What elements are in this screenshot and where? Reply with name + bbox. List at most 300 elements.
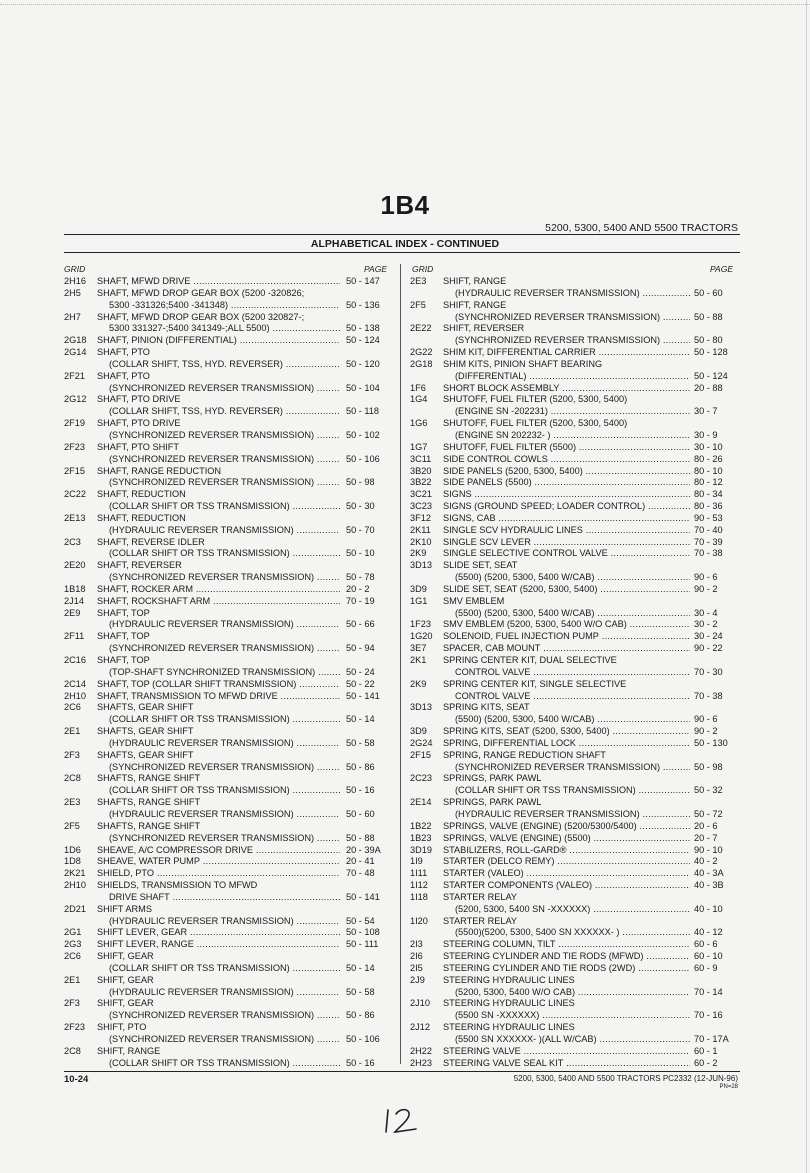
index-entry [410,691,740,703]
grid-ref: 2K21 [64,868,86,879]
index-entry [410,726,740,738]
grid-ref: 1B18 [64,583,86,594]
grid-ref: 2G18 [410,358,433,369]
index-entry [410,927,740,939]
entry-description: STARTER RELAY [443,891,518,902]
index-entry [410,359,740,371]
index-entry [410,596,740,608]
index-entry [410,323,740,335]
grid-ref: 3C11 [410,453,432,464]
entry-description: SINGLE SCV LEVER ..... [443,537,690,549]
page-ref: 50 - 58 [346,986,375,997]
index-entry [410,276,740,288]
entry-description: 5300 331327-;5400 341349-;ALL 5500) ..... [109,323,340,335]
page-ref: 50 - 120 [346,358,380,369]
index-entry [64,442,390,454]
index-entry [64,608,390,620]
grid-ref: 2F23 [64,441,85,452]
entry-description: SHIFT, PTO [97,1022,147,1033]
index-entry [64,596,390,608]
grid-ref: 1G7 [410,441,428,452]
entry-description: SLIDE SET, SEAT [443,560,518,571]
index-entry [64,335,390,347]
entry-description: STEERING HYDRAULIC LINES [443,974,575,985]
entry-description: (HYDRAULIC REVERSER TRANSMISSION) ..... [109,619,340,631]
index-entry [64,904,390,916]
index-entry [410,619,740,631]
entry-description: (SYNCHRONIZED REVERSER TRANSMISSION) ..... [109,1010,340,1022]
page-ref: 50 - 124 [694,370,728,381]
index-entry [64,845,390,857]
left-grid-heading: GRID [64,264,86,274]
grid-ref: 2H22 [410,1045,432,1056]
index-entry [410,466,740,478]
index-entry [64,821,390,833]
index-entry [410,371,740,383]
entry-description: (TOP-SHAFT SYNCHRONIZED TRANSMISSION) ..... [109,667,340,679]
entry-description: (COLLAR SHIFT, TSS, HYD. REVERSER) ..... [109,406,340,418]
entry-description: SHAFTS, GEAR SHIFT [97,726,194,737]
page-ref: 50 - 24 [346,666,375,677]
entry-description: SHAFT, PTO [97,347,150,358]
index-entry [410,335,740,347]
grid-ref: 3B22 [410,477,432,488]
index-entry [64,679,390,691]
page-ref: 50 - 104 [346,382,380,393]
page-ref: 20 - 2 [346,583,370,594]
grid-ref: 3C21 [410,489,432,500]
page-ref: 50 - 128 [694,347,728,358]
entry-description: SHORT BLOCK ASSEMBLY ..... [443,383,690,395]
grid-ref: 2C8 [64,1045,81,1056]
entry-description: SHIFT, GEAR [97,998,154,1009]
entry-description: SINGLE SELECTIVE CONTROL VALVE ..... [443,548,690,560]
grid-ref: 1D6 [64,844,81,855]
grid-ref: 3D9 [410,726,427,737]
entry-description: SPRINGS, VALVE (ENGINE) (5500) ..... [443,833,690,845]
grid-ref: 2G24 [410,737,433,748]
entry-description: SHIFT, GEAR [97,974,154,985]
grid-ref: 1I18 [410,891,428,902]
page-ref: 60 - 10 [694,951,723,962]
index-entry [64,1058,390,1070]
index-entry [410,821,740,833]
right-scan-edge [806,0,807,1173]
index-entry [410,347,740,359]
entry-description: SHUTOFF, FUEL FILTER (5500) ..... [443,442,690,454]
index-entry [64,797,390,809]
grid-ref: 2H16 [64,276,86,286]
grid-ref: 2F23 [64,1022,85,1033]
entry-description: SHAFT, REVERSER [97,560,182,571]
grid-ref: 1F23 [410,619,431,630]
entry-description: SHAFT, REVERSE IDLER [97,536,205,547]
grid-ref: 2G18 [64,335,87,346]
index-entry [64,773,390,785]
page-ref: 30 - 24 [694,631,723,642]
entry-description: (DIFFERENTIAL) ..... [455,371,690,383]
entry-description: SHAFT, PTO DRIVE [97,394,181,405]
entry-description: SIDE PANELS (5500) ..... [443,477,690,489]
index-entry [410,1022,740,1034]
grid-ref: 3D13 [410,560,432,571]
index-entry [64,1046,390,1058]
entry-description: (SYNCHRONIZED REVERSER TRANSMISSION) ..... [455,762,690,774]
entry-description: (5500)(5200, 5300, 5400 SN XXXXXX- ) ..... [455,927,690,939]
page-ref: 50 - 86 [346,1010,375,1021]
page-ref: 40 - 10 [694,903,723,914]
index-entry [410,501,740,513]
page-ref: 50 - 141 [346,891,380,902]
index-entry [64,939,390,951]
page-ref: 50 - 30 [346,501,375,512]
index-entry [64,927,390,939]
grid-ref: 2F11 [64,631,85,642]
index-entry [64,406,390,418]
index-entry [410,537,740,549]
page-ref: 50 - 16 [346,1057,375,1068]
entry-description: (5200, 5300, 5400 SN -XXXXXX) ..... [455,904,690,916]
grid-ref: 1I9 [410,856,423,867]
entry-description: SHIFT ARMS [97,903,152,914]
index-entry [410,1046,740,1058]
index-entry [410,845,740,857]
index-entry [64,1010,390,1022]
grid-ref: 2I6 [410,951,423,962]
index-entry [410,655,740,667]
entry-description: SPRING, RANGE REDUCTION SHAFT [443,749,606,760]
grid-ref: 2J14 [64,595,84,606]
header-rule [64,234,740,235]
grid-ref: 2G3 [64,939,82,950]
page-ref: 50 - 88 [346,832,375,843]
grid-ref: 2G1 [64,927,82,938]
page-ref: 30 - 2 [694,619,718,630]
grid-ref: 2C6 [64,702,81,713]
entry-description: (COLLAR SHIFT OR TSS TRANSMISSION) ..... [109,501,340,513]
page-ref: 50 - 16 [346,785,375,796]
grid-ref: 2C14 [64,678,86,689]
entry-description: STEERING COLUMN, TILT ..... [443,939,690,951]
entry-description: (5500 SN -XXXXXX) ..... [455,1010,690,1022]
page-ref: 50 - 60 [694,287,723,298]
page-ref: 50 - 10 [346,548,375,559]
index-entry [410,916,740,928]
page-ref: 50 - 32 [694,785,723,796]
page-ref: 80 - 26 [694,453,723,464]
page-ref: 80 - 36 [694,501,723,512]
entry-description: SHIFT LEVER, GEAR ..... [97,927,340,939]
page-ref: 70 - 38 [694,548,723,559]
index-entry [64,1022,390,1034]
entry-description: CONTROL VALVE ..... [455,667,690,679]
index-entry [64,750,390,762]
page-ref: 30 - 10 [694,441,723,452]
index-entry [64,359,390,371]
entry-description: SHAFT, MFWD DRIVE ..... [97,276,340,288]
entry-description: STEERING VALVE SEAL KIT ..... [443,1058,690,1070]
entry-description: SHIFT, GEAR [97,951,154,962]
entry-description: SHAFT, MFWD DROP GEAR BOX (5200 -320826; [97,287,305,298]
footer-rule [64,1071,740,1072]
entry-description: SHAFT, PTO DRIVE [97,418,181,429]
index-entry [410,750,740,762]
entry-description: SPRING KITS, SEAT [443,702,530,713]
entry-description: (COLLAR SHIFT OR TSS TRANSMISSION) ..... [109,714,340,726]
entry-description: STABILIZERS, ROLL-GARD® ..... [443,845,690,857]
index-entry [410,904,740,916]
entry-description: (HYDRAULIC REVERSER TRANSMISSION) ..... [109,916,340,928]
entry-description: SHUTOFF, FUEL FILTER (5200, 5300, 5400) [443,418,628,429]
index-entry [410,667,740,679]
page-ref: 50 - 14 [346,714,375,725]
page-ref: 90 - 53 [694,512,723,523]
index-entry [64,785,390,797]
entry-description: SHIELDS, TRANSMISSION TO MFWD [97,880,258,891]
index-entry [410,1010,740,1022]
entry-description: (5500) (5200, 5300, 5400 W/CAB) ..... [455,714,690,726]
index-entry [410,394,740,406]
grid-ref: 1I20 [410,915,428,926]
index-entry [64,276,390,288]
left-page-heading: PAGE [364,264,387,274]
page-ref: 50 - 88 [694,311,723,322]
grid-ref: 2C22 [64,489,86,500]
index-entry [64,572,390,584]
page-ref: 50 - 54 [346,915,375,926]
grid-ref: 2E1 [64,974,81,985]
grid-ref: 2G14 [64,347,87,358]
entry-description: SHEAVE, A/C COMPRESSOR DRIVE ..... [97,845,340,857]
index-entry [410,773,740,785]
entry-description: SIDE CONTROL COWLS ..... [443,454,690,466]
entry-description: (5200, 5300, 5400 W/O CAB) ..... [455,987,690,999]
page-ref: 50 - 14 [346,962,375,973]
entry-description: STARTER RELAY [443,915,518,926]
entry-description: SPRING CENTER KIT, DUAL SELECTIVE [443,655,617,665]
entry-description: SMV EMBLEM (5200, 5300, 5400 W/O CAB) ..... [443,619,690,631]
index-entry [64,477,390,489]
column-divider [400,264,401,1064]
grid-ref: 2H10 [64,880,86,891]
page-ref: 50 - 70 [346,524,375,535]
entry-description: SHAFT, TOP [97,607,150,618]
entry-description: SPRING KITS, SEAT (5200, 5300, 5400) ..... [443,726,690,738]
index-entry [64,312,390,324]
left-index-column [64,276,390,1070]
index-entry [410,880,740,892]
grid-ref: 2H23 [410,1057,432,1068]
index-entry [64,1034,390,1046]
index-entry [64,466,390,478]
index-entry [64,892,390,904]
entry-description: (5500) (5200, 5300, 5400 W/CAB) ..... [455,572,690,584]
entry-description: (SYNCHRONIZED REVERSER TRANSMISSION) ..... [109,477,340,489]
page-ref: 20 - 88 [694,382,723,393]
index-entry [64,702,390,714]
index-entry [410,809,740,821]
entry-description: SHAFT, PINION (DIFFERENTIAL) ..... [97,335,340,347]
page-ref: 50 - 106 [346,453,380,464]
entry-description: SHIFT, RANGE [443,276,507,286]
index-entry [64,347,390,359]
index-entry [410,975,740,987]
page-ref: 50 - 147 [346,276,380,286]
index-entry [410,631,740,643]
index-entry [64,975,390,987]
index-entry [410,856,740,868]
entry-description: SHAFT, REDUCTION [97,489,186,500]
entry-description: STARTER (VALEO) ..... [443,868,690,880]
index-entry [64,300,390,312]
index-entry [410,584,740,596]
page-ref: 50 - 72 [694,808,723,819]
page-ref: 50 - 118 [346,406,380,417]
entry-description: STEERING HYDRAULIC LINES [443,998,575,1009]
page-ref: 40 - 3A [694,868,724,879]
index-entry [64,833,390,845]
index-entry [64,584,390,596]
entry-description: SHIM KIT, DIFFERENTIAL CARRIER ..... [443,347,690,359]
index-entry [410,738,740,750]
index-entry [410,513,740,525]
page-ref: 70 - 38 [694,690,723,701]
index-entry [410,785,740,797]
page-ref: 70 - 30 [694,666,723,677]
index-entry [410,892,740,904]
page-ref: 90 - 2 [694,726,718,737]
page-ref: 50 - 124 [346,335,380,346]
entry-description: SOLENOID, FUEL INJECTION PUMP ..... [443,631,690,643]
entry-description: SHIFT, RANGE [97,1045,161,1056]
entry-description: (COLLAR SHIFT OR TSS TRANSMISSION) ..... [109,548,340,560]
grid-ref: 2F15 [410,749,431,760]
entry-description: SIGNS ..... [443,489,690,501]
grid-ref: 3D19 [410,844,432,855]
page-ref: 50 - 86 [346,761,375,772]
grid-ref: 2F5 [64,820,80,831]
page-ref: 60 - 9 [694,962,718,973]
grid-ref: 3D13 [410,702,432,713]
grid-ref: 2K11 [410,524,431,535]
entry-description: (HYDRAULIC REVERSER TRANSMISSION) ..... [109,809,340,821]
grid-ref: 2K9 [410,548,427,559]
page-ref: 90 - 6 [694,572,718,583]
entry-description: SHAFT, TOP (COLLAR SHIFT TRANSMISSION) ..... [97,679,340,691]
index-entry [410,939,740,951]
index-entry [64,762,390,774]
index-entry [410,560,740,572]
index-entry [64,868,390,880]
entry-description: (SYNCHRONIZED REVERSER TRANSMISSION) ..... [109,454,340,466]
page-ref: 50 - 138 [346,323,380,334]
index-entry [64,288,390,300]
index-entry [410,442,740,454]
grid-ref: 2C6 [64,951,81,962]
page-ref: 70 - 17A [694,1034,729,1044]
entry-description: DRIVE SHAFT ..... [109,892,340,904]
grid-ref: 3C23 [410,501,432,512]
page-ref: 90 - 10 [694,844,723,855]
handwritten-page-note [382,1104,422,1143]
index-entry [64,809,390,821]
index-entry [64,560,390,572]
page-ref: 50 - 136 [346,299,380,310]
page-ref: 40 - 3B [694,880,724,891]
index-entry [410,679,740,691]
page-ref: 20 - 6 [694,820,718,831]
grid-ref: 2H10 [64,690,86,701]
index-entry [410,572,740,584]
page-ref: 50 - 78 [346,572,375,583]
grid-ref: 2F15 [64,465,85,476]
page-ref: 30 - 7 [694,406,718,417]
entry-description: SPRINGS, PARK PAWL [443,797,542,808]
grid-ref: 1I11 [410,868,428,879]
right-page-heading: PAGE [710,264,733,274]
entry-description: (COLLAR SHIFT OR TSS TRANSMISSION) ..... [109,785,340,797]
grid-ref: 1G6 [410,418,428,429]
index-entry [410,608,740,620]
page-ref: 50 - 98 [694,761,723,772]
page-ref: 30 - 4 [694,607,718,618]
entry-description: SLIDE SET, SEAT (5200, 5300, 5400) ..... [443,584,690,596]
index-entry [410,998,740,1010]
page-number: 10-24 [64,1074,89,1085]
grid-ref: 2C16 [64,655,86,665]
grid-ref: 1B23 [410,832,432,843]
page-ref: 70 - 16 [694,1010,723,1021]
index-entry [410,489,740,501]
grid-ref: 2D21 [64,903,86,914]
index-entry [64,525,390,537]
index-entry [64,643,390,655]
grid-ref: 3F12 [410,512,431,523]
index-entry [64,383,390,395]
entry-description: (SYNCHRONIZED REVERSER TRANSMISSION) ..... [109,1034,340,1046]
grid-ref: 2E3 [410,276,427,286]
right-index-column [410,276,740,1070]
index-entry [410,418,740,430]
entry-description: SHAFTS, GEAR SHIFT [97,749,194,760]
entry-description: SHAFT, ROCKSHAFT ARM ..... [97,596,340,608]
entry-description: (SYNCHRONIZED REVERSER TRANSMISSION) ..... [109,833,340,845]
index-entry [410,833,740,845]
grid-ref: 2F3 [64,998,80,1009]
entry-description: (5500) (5200, 5300, 5400 W/CAB) ..... [455,608,690,620]
index-entry [64,667,390,679]
grid-ref: 2K10 [410,536,432,547]
entry-description: SHIELD, PTO ..... [97,868,340,880]
entry-description: SHAFT, TOP [97,631,150,642]
page-ref: 70 - 39 [694,536,723,547]
index-entry [64,738,390,750]
page-ref: 60 - 6 [694,939,718,950]
grid-ref: 2C8 [64,773,81,784]
index-entry [410,702,740,714]
entry-description: SHIM KITS, PINION SHAFT BEARING [443,358,603,369]
index-entry [410,868,740,880]
entry-description: (SYNCHRONIZED REVERSER TRANSMISSION) ..... [455,312,690,324]
grid-ref: 2C3 [64,536,81,547]
grid-ref: 2F3 [64,749,80,760]
index-entry [64,998,390,1010]
top-scan-edge [0,4,810,5]
index-entry [64,501,390,513]
index-entry [64,963,390,975]
model-header: 5200, 5300, 5400 AND 5500 TRACTORS [545,222,738,234]
index-entry [410,1034,740,1046]
